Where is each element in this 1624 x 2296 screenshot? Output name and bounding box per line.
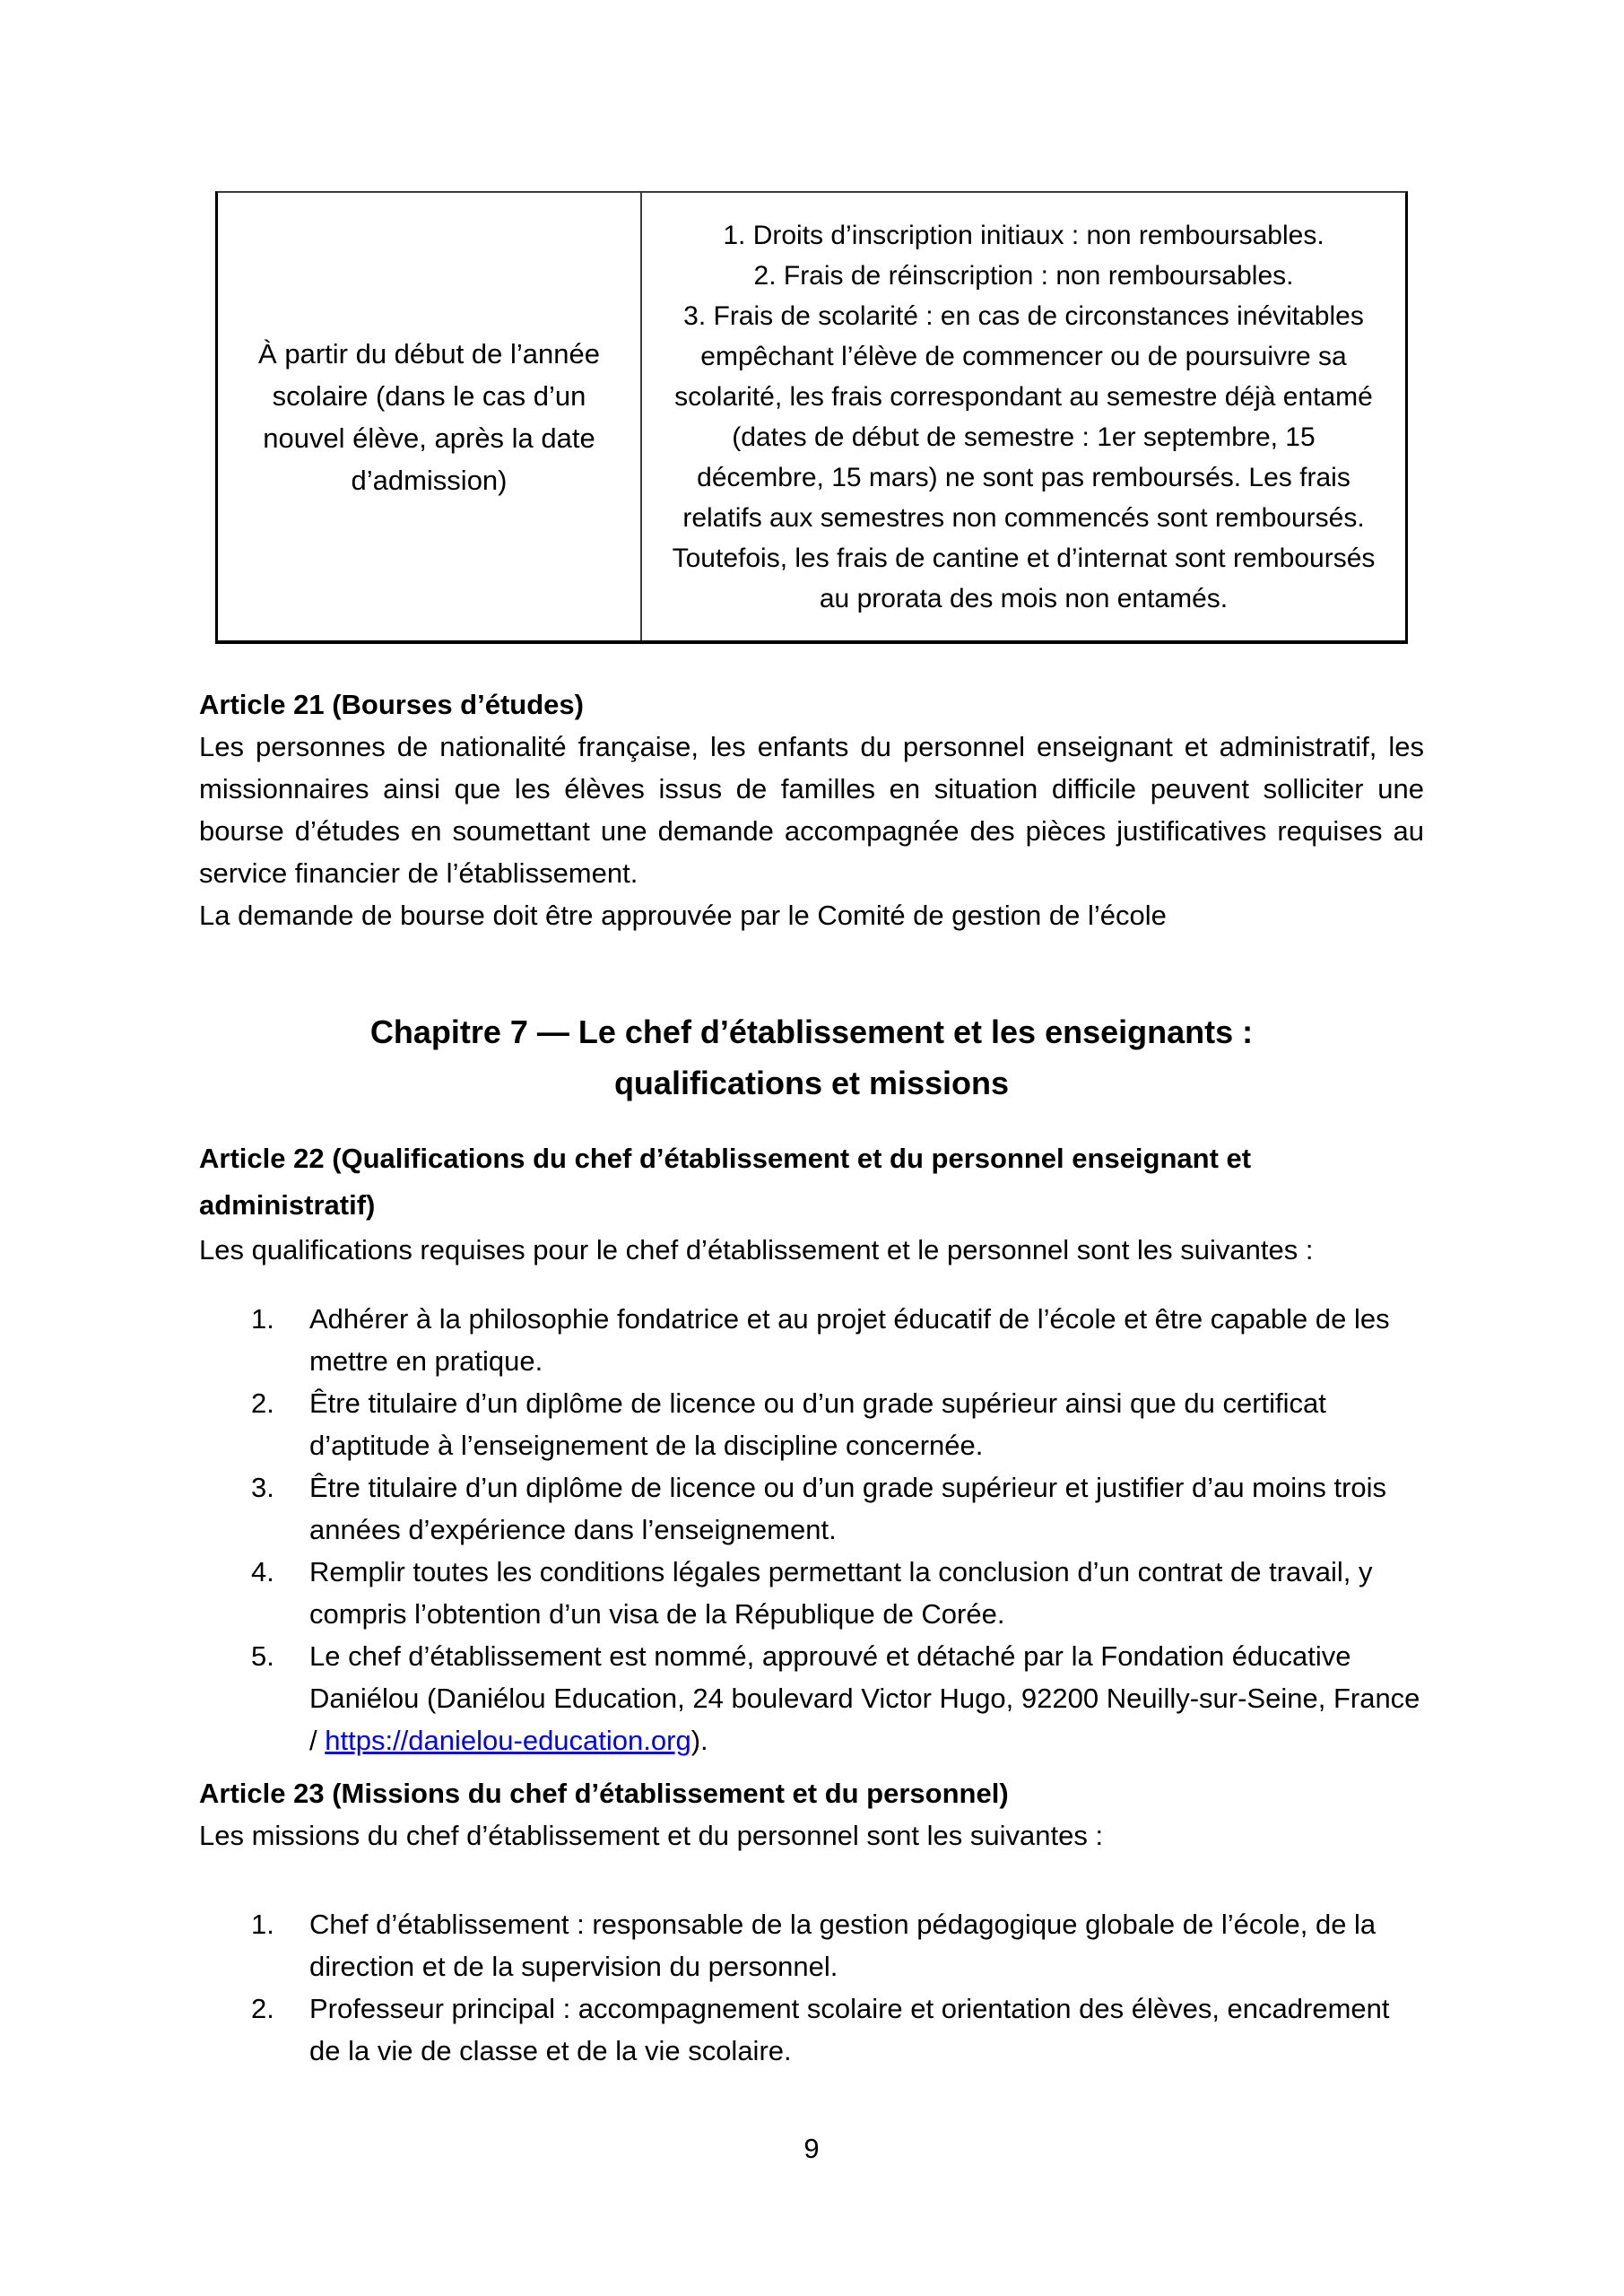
article23-list — [199, 1903, 1424, 2072]
article23-intro: Les missions du chef d’établissement et du personnel sont les suivantes : — [199, 1820, 1104, 1851]
fee-rules-cell — [642, 193, 1405, 640]
list-item-text: Chef d’établissement : responsable de la gestion pédagogique globale de l’école, de la direction et de la supervision du personnel. — [309, 1909, 1376, 1982]
list-item-text: Adhérer à la philosophie fondatrice et au projet éducatif de l’école et être capable de les mettre en pratique. — [309, 1303, 1390, 1377]
list-item-text-after: ). — [690, 1725, 708, 1756]
list-item — [251, 1635, 1424, 1761]
article21-paragraph2: La demande de bourse doit être approuvée par le Comité de gestion de l’école — [199, 900, 1167, 931]
fee-rule-item: 1. Droits d’inscription initiaux : non remboursables. — [723, 220, 1324, 250]
list-item-text: Être titulaire d’un diplôme de licence ou d’un grade supérieur ainsi que du certificat d’aptitude à l’enseignement de la discipline concernée. — [309, 1387, 1326, 1461]
list-item — [251, 1987, 1424, 2072]
chapter7-title-line2: qualifications et missions — [613, 1065, 1010, 1101]
fee-rule-item: 3. Frais de scolarité : en cas de circonstances inévitables empêchant l’élève de commencer ou de poursuivre sa scolarité, les frais correspondant au semestre déjà entamé (dates de début de semestre : 1er septembre, 15 décembre, 15 mars) ne sont pas remboursés. Les frais relatifs aux semestres non commencés sont remboursés. Toutefois, les frais de cantine et d’internat sont remboursés au prorata des mois non entamés. — [672, 300, 1376, 613]
list-item-text: Remplir toutes les conditions légales permettant la conclusion d’un contrat de travail, y compris l’obtention d’un visa de la République de Corée. — [309, 1556, 1373, 1630]
list-item-text: Être titulaire d’un diplôme de licence ou d’un grade supérieur et justifier d’au moins trois années d’expérience dans l’enseignement. — [309, 1472, 1387, 1545]
danielou-education-link[interactable]: https://danielou-education.org — [325, 1725, 691, 1756]
page-content — [199, 0, 1424, 2170]
list-item-number: 2. — [251, 1387, 274, 1419]
list-item — [251, 1551, 1424, 1635]
article22-intro: Les qualifications requises pour le chef d’établissement et le personnel sont les suivantes : — [199, 1234, 1314, 1265]
list-item-number: 1. — [251, 1909, 274, 1940]
fee-period-cell: À partir du début de l’année scolaire (dans le cas d’un nouvel élève, après la date d’admission) — [218, 193, 642, 640]
article22-list — [199, 1298, 1424, 1761]
fee-rule-item: 2. Frais de réinscription : non remboursables. — [753, 260, 1294, 291]
list-item-number: 4. — [251, 1556, 274, 1587]
list-item — [251, 1382, 1424, 1466]
chapter7-title — [199, 1006, 1424, 1109]
article21-heading: Article 21 (Bourses d’études) — [199, 689, 584, 720]
list-item-text — [309, 1635, 1424, 1761]
list-item — [251, 1298, 1424, 1382]
page-number: 9 — [803, 2133, 820, 2164]
list-item-number: 1. — [251, 1303, 274, 1335]
fee-refund-table — [215, 191, 1408, 644]
article22-heading: Article 22 (Qualifications du chef d’établissement et du personnel enseignant et administratif) — [199, 1143, 1252, 1221]
article21-paragraph: Les personnes de nationalité française, les enfants du personnel enseignant et administratif, les missionnaires ainsi que les élèves issus de familles en situation difficile peuvent solliciter une bourse d’études en soumettant une demande accompagnée des pièces justificatives requises au service financier de l’établissement. — [199, 731, 1424, 889]
list-item — [251, 1903, 1424, 1987]
chapter7-title-line1: Chapitre 7 — Le chef d’établissement et les enseignants : — [369, 1013, 1254, 1050]
list-item-text-before: Le chef d’établissement est nommé, approuvé et détaché par la Fondation éducative Daniélou (Daniélou Education, 24 boulevard Victor Hugo, 92200 Neuilly-sur-Seine, France / — [309, 1640, 1420, 1756]
list-item-text: Professeur principal : accompagnement scolaire et orientation des élèves, encadrement de la vie de classe et de la vie scolaire. — [309, 1993, 1390, 2066]
list-item — [251, 1466, 1424, 1551]
list-item-number: 2. — [251, 1993, 274, 2024]
list-item-number: 5. — [251, 1640, 274, 1672]
list-item-number: 3. — [251, 1472, 274, 1503]
article23-heading: Article 23 (Missions du chef d’établissement et du personnel) — [199, 1778, 1009, 1809]
